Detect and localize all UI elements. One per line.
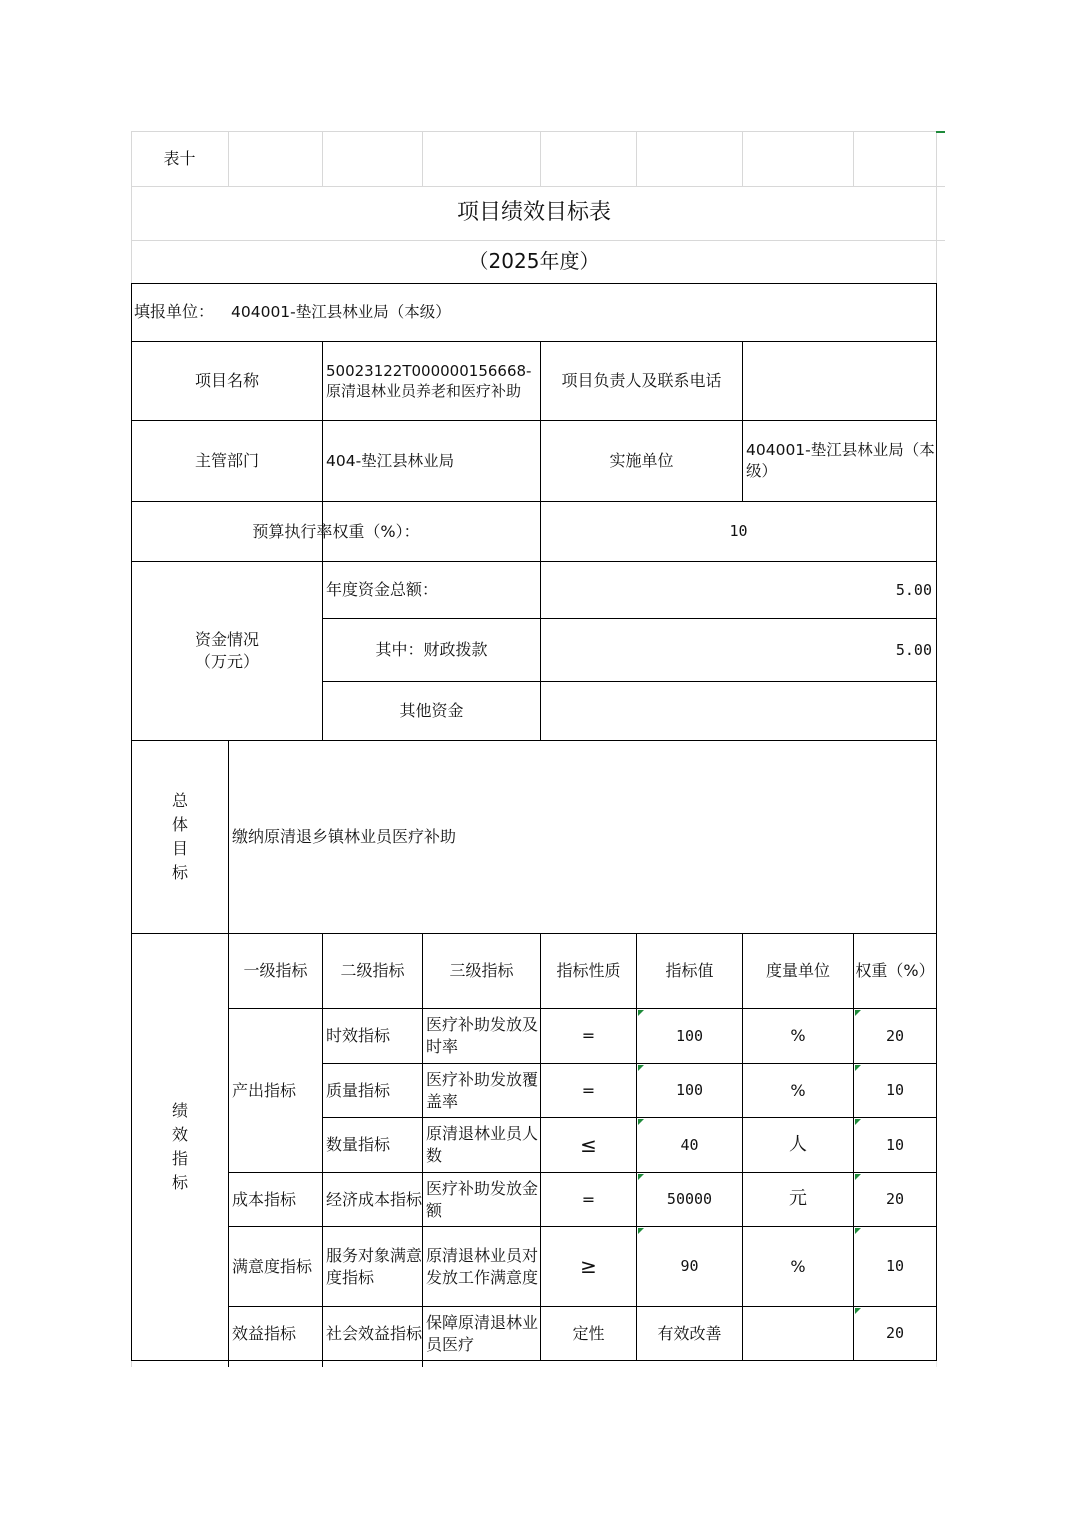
overall-goal-value: 缴纳原清退乡镇林业员医疗补助 <box>232 827 457 847</box>
funds-label: 资金情况 （万元） <box>194 630 259 671</box>
row-nature: = <box>581 1080 596 1100</box>
project-name-label: 项目名称 <box>194 371 259 391</box>
row-value: 50000 <box>666 1190 713 1209</box>
row-level3: 保障原清退林业员医疗 <box>426 1312 539 1354</box>
indicators-label-cell <box>132 934 228 1360</box>
implementing-unit-value: 404001-垫江县林业局（本级） <box>746 441 935 480</box>
annual-total-value: 5.00 <box>895 580 932 599</box>
row-value: 40 <box>680 1135 699 1154</box>
table-number: 表十 <box>163 148 196 168</box>
budget-weight-value: 10 <box>729 522 748 541</box>
header-unit: 度量单位 <box>765 961 830 981</box>
row-weight: 20 <box>885 1324 905 1343</box>
level1-satisfaction: 满意度指标 <box>232 1256 313 1276</box>
page-title: 项目绩效目标表 <box>456 200 611 226</box>
row-unit: 人 <box>789 1133 807 1155</box>
fiscal-allocation-label: 其中：财政拨款 <box>375 640 488 660</box>
row-unit: % <box>790 1256 806 1276</box>
row-nature: ≤ <box>580 1132 597 1157</box>
other-funds-value <box>541 682 936 740</box>
cell-flag-marker <box>855 1010 861 1016</box>
cell-flag-marker <box>638 1010 644 1016</box>
cell-flag-marker <box>855 1308 861 1314</box>
row-weight: 10 <box>885 1257 905 1276</box>
row-nature: 定性 <box>572 1323 605 1343</box>
performance-target-table <box>131 131 945 1367</box>
row-unit <box>743 1307 853 1360</box>
header-weight: 权重（%） <box>855 961 935 981</box>
level1-benefit: 效益指标 <box>232 1323 297 1343</box>
header-value: 指标值 <box>665 961 714 981</box>
header-level3: 三级指标 <box>449 961 514 981</box>
department-label: 主管部门 <box>194 451 259 471</box>
other-funds-label: 其他资金 <box>399 701 464 721</box>
row-unit: % <box>790 1026 806 1046</box>
cell-flag-marker <box>638 1119 644 1125</box>
level1-cost: 成本指标 <box>232 1189 297 1209</box>
row-level2: 数量指标 <box>326 1135 391 1155</box>
sheet-corner-marker <box>936 131 945 133</box>
budget-weight-label: 预算执行率权重（%）： <box>252 521 420 541</box>
row-level3: 医疗补助发放金额 <box>426 1178 539 1220</box>
reporting-unit-label: 填报单位： <box>134 302 215 322</box>
implementing-unit-label: 实施单位 <box>609 451 674 471</box>
row-value: 90 <box>680 1257 699 1276</box>
row-nature: = <box>581 1189 596 1209</box>
row-value: 100 <box>675 1026 704 1045</box>
row-level2: 质量指标 <box>326 1080 391 1100</box>
row-level3: 原清退林业员对发放工作满意度 <box>426 1245 539 1287</box>
row-weight: 10 <box>885 1135 905 1154</box>
row-level2: 服务对象满意度指标 <box>326 1245 423 1287</box>
reporting-unit-value: 404001-垫江县林业局（本级） <box>231 302 451 321</box>
row-weight: 20 <box>885 1190 905 1209</box>
cell-flag-marker <box>855 1119 861 1125</box>
header-level2: 二级指标 <box>340 961 405 981</box>
overall-goal-label-cell <box>132 741 228 933</box>
cell-flag-marker <box>855 1174 861 1180</box>
header-level1: 一级指标 <box>243 961 308 981</box>
row-level3: 医疗补助发放及时率 <box>426 1015 539 1056</box>
cell-flag-marker <box>855 1228 861 1234</box>
indicators-label: 绩效指标 <box>171 1101 188 1192</box>
row-level2: 时效指标 <box>326 1026 391 1046</box>
cell-flag-marker <box>638 1174 644 1180</box>
row-level3: 原清退林业员人数 <box>426 1124 539 1165</box>
row-unit: 元 <box>789 1188 807 1210</box>
project-contact-label: 项目负责人及联系电话 <box>561 371 722 391</box>
row-value: 100 <box>675 1081 704 1100</box>
project-name-value: 50023122T000000156668-原清退林业员养老和医疗补助 <box>326 361 532 400</box>
row-weight: 10 <box>885 1081 905 1100</box>
row-nature: = <box>581 1026 596 1046</box>
row-level3: 医疗补助发放覆盖率 <box>426 1069 539 1111</box>
cell-flag-marker <box>638 1065 644 1071</box>
cell-flag-marker <box>638 1228 644 1234</box>
row-nature: ≥ <box>580 1254 597 1278</box>
department-value: 404-垫江县林业局 <box>326 451 455 470</box>
row-level2: 经济成本指标 <box>326 1189 423 1209</box>
fiscal-year: （2025年度） <box>468 249 600 273</box>
row-level2: 社会效益指标 <box>326 1323 423 1343</box>
level1-output: 产出指标 <box>232 1080 297 1100</box>
annual-total-label: 年度资金总额： <box>326 580 439 600</box>
fiscal-allocation-value: 5.00 <box>895 640 932 659</box>
project-contact-value <box>743 342 936 420</box>
overall-goal-label: 总体目标 <box>171 791 188 882</box>
cell-flag-marker <box>855 1065 861 1071</box>
row-weight: 20 <box>885 1026 905 1045</box>
row-unit: % <box>790 1080 806 1100</box>
row-value: 有效改善 <box>657 1323 722 1343</box>
header-nature: 指标性质 <box>556 961 621 981</box>
